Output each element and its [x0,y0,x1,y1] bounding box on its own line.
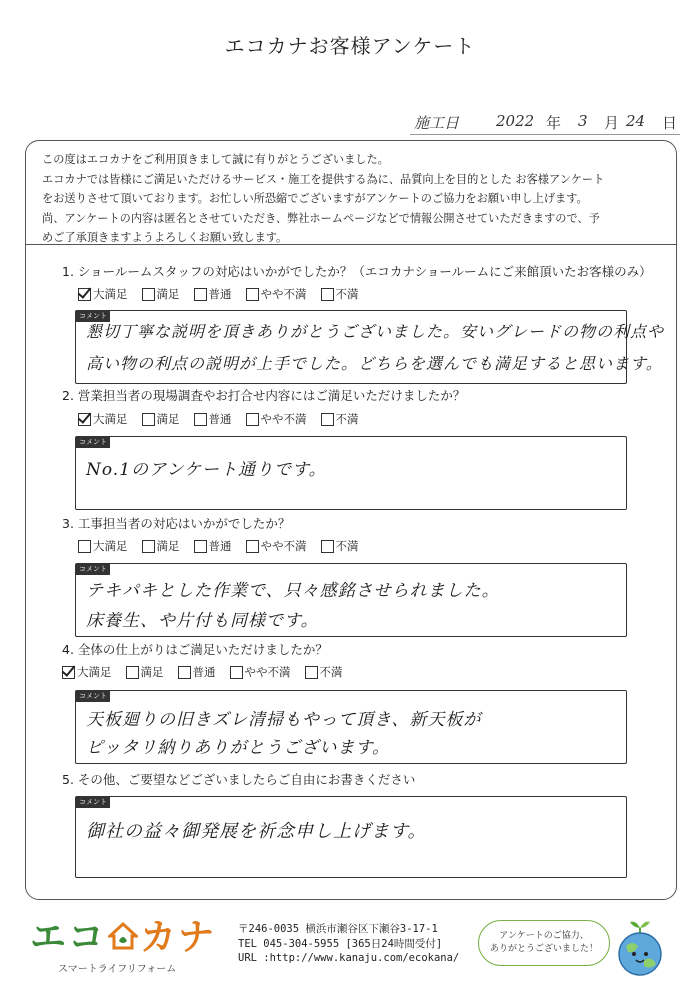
option-label: 普通 [208,539,232,553]
page-title: エコカナお客様アンケート [224,34,476,58]
q2-comment-line: No.1のアンケート通りです。 [86,460,327,480]
checkbox[interactable] [194,540,207,553]
option-2[interactable] [142,538,180,554]
intro-line: 尚、アンケートの内容は匿名とさせていただき、弊社ホームページなどで情報公開させていただきますので、予 [42,211,600,225]
option-1[interactable] [62,664,112,680]
q1-comment-line: 高い物の利点の説明が上手でした。どちらを選んでも満足すると思います。 [86,354,663,373]
option-1[interactable] [78,538,128,554]
q4-options [62,664,343,680]
option-5[interactable] [321,538,359,554]
intro-divider [25,244,677,245]
checkbox[interactable] [78,288,91,301]
option-label: 不満 [335,412,359,426]
date-label: 施工日 [414,114,460,132]
house-icon [108,921,138,951]
checkbox[interactable] [126,666,139,679]
option-label: 大満足 [77,665,112,679]
option-3[interactable] [178,664,216,680]
q4-comment-line: 天板廻りの旧きズレ清掃もやって頂き、新天板が [86,710,482,730]
date-month-unit: 月 [604,114,620,132]
q1-comment-line: 懇切丁寧な説明を頂きありがとうございました。安いグレードの物の利点や [86,322,665,341]
checkbox[interactable] [194,413,207,426]
option-label: やや不満 [244,665,291,679]
date-year-unit: 年 [546,114,562,132]
q3-comment-line: 床養生、や片付も同様です。 [86,611,319,631]
intro-line: この度はエコカナをご利用頂きまして誠に有りがとうございました。 [42,153,389,166]
website-url[interactable]: URL :http://www.kanaju.com/ecokana/ [238,952,460,964]
intro-line: をお送りさせて頂いております。お忙しい所恐縮でございますがアンケートのご協力をお願い申し上げます。 [42,192,588,205]
option-2[interactable] [142,411,180,427]
option-2[interactable] [142,286,180,302]
question-3: 3. 工事担当者の対応はいかがでしたか？ [62,516,291,531]
option-label: 大満足 [93,539,128,553]
option-2[interactable] [126,664,164,680]
q5-comment-line: 御社の益々御発展を祈念申し上げます。 [86,821,427,842]
question-5: 5. その他、ご要望などございましたらご自由にお書きください [62,772,416,787]
earth-mascot-icon [610,918,670,980]
option-5[interactable] [321,411,359,427]
checkbox[interactable] [246,540,259,553]
option-1[interactable] [78,286,128,302]
checkbox[interactable] [246,288,259,301]
checkbox[interactable] [142,540,155,553]
option-3[interactable] [194,538,232,554]
q2-comment-box[interactable] [75,436,627,510]
q4-comment-line: ピッタリ納りありがとうございます。 [86,738,390,758]
option-label: 満足 [156,412,180,426]
option-label: 大満足 [93,287,128,301]
checkbox[interactable] [305,666,318,679]
option-4[interactable] [246,411,307,427]
option-4[interactable] [246,538,307,554]
comment-tag: コメント [76,564,110,575]
option-5[interactable] [305,664,343,680]
question-1: 1. ショールームスタッフの対応はいかがでしたか？（エコカナショールームにご来館頂いたお客様のみ） [62,264,652,279]
checkbox[interactable] [78,413,91,426]
option-3[interactable] [194,286,232,302]
checkbox[interactable] [178,666,191,679]
checkbox[interactable] [62,666,75,679]
q3-comment-line: テキパキとした作業で、只々感銘させられました。 [86,581,500,601]
option-label: 満足 [156,287,180,301]
q4-comment-box[interactable] [75,690,627,764]
logo-text-left: エコ [30,917,107,958]
contact-info [238,922,459,966]
checkbox[interactable] [230,666,243,679]
q3-options [78,538,359,554]
option-4[interactable] [246,286,307,302]
intro-text [42,150,672,248]
checkbox[interactable] [78,540,91,553]
checkbox[interactable] [321,288,334,301]
option-label: やや不満 [260,539,307,553]
option-label: 不満 [335,539,359,553]
q2-options [78,411,359,427]
thanks-bubble [478,920,610,966]
comment-tag: コメント [76,311,110,322]
q1-options [78,286,359,302]
option-label: 満足 [156,539,180,553]
option-4[interactable] [230,664,291,680]
construction-date [410,112,680,135]
option-label: 普通 [208,287,232,301]
bubble-line: ありがとうございました！ [489,944,598,954]
checkbox[interactable] [142,288,155,301]
date-day: 24 [626,112,646,130]
date-year: 2022 [496,112,535,130]
checkbox[interactable] [321,413,334,426]
option-1[interactable] [78,411,128,427]
option-label: やや不満 [260,287,307,301]
comment-tag: コメント [76,437,110,448]
option-5[interactable] [321,286,359,302]
option-label: 満足 [140,665,164,679]
intro-line: めご了承頂きますようよろしくお願い致します。 [42,231,288,244]
q3-comment-box[interactable] [75,563,627,637]
logo-subtitle: スマートライフリフォーム [58,964,177,975]
option-label: 不満 [335,287,359,301]
logo-text-right: カナ [140,917,217,958]
date-month: 3 [578,112,588,130]
comment-tag: コメント [76,797,110,808]
postal-address: 〒246-0035 横浜市瀬谷区下瀬谷3-17-1 [238,923,438,935]
checkbox[interactable] [321,540,334,553]
question-2: 2. 営業担当者の現場調査やお打合せ内容にはご満足いただけましたか？ [62,388,466,403]
phone-number: TEL 045-304-5955 [365日24時間受付] [238,937,443,950]
option-label: 普通 [208,412,232,426]
intro-line: エコカナでは皆様にご満足いただけるサービス・施工を提供する為に、品質向上を目的とした お客様アンケート [42,172,605,186]
checkbox[interactable] [142,413,155,426]
ecokana-logo [30,915,220,975]
bubble-line: アンケートのご協力、 [499,931,589,941]
option-label: やや不満 [260,412,307,426]
date-day-unit: 日 [662,114,678,132]
checkbox[interactable] [194,288,207,301]
checkbox[interactable] [246,413,259,426]
option-label: 大満足 [93,412,128,426]
option-3[interactable] [194,411,232,427]
q5-comment-box[interactable] [75,796,627,878]
option-label: 不満 [319,665,343,679]
comment-tag: コメント [76,691,110,702]
question-4: 4. 全体の仕上がりはご満足いただけましたか？ [62,642,328,657]
option-label: 普通 [192,665,216,679]
q1-comment-box[interactable] [75,310,665,384]
